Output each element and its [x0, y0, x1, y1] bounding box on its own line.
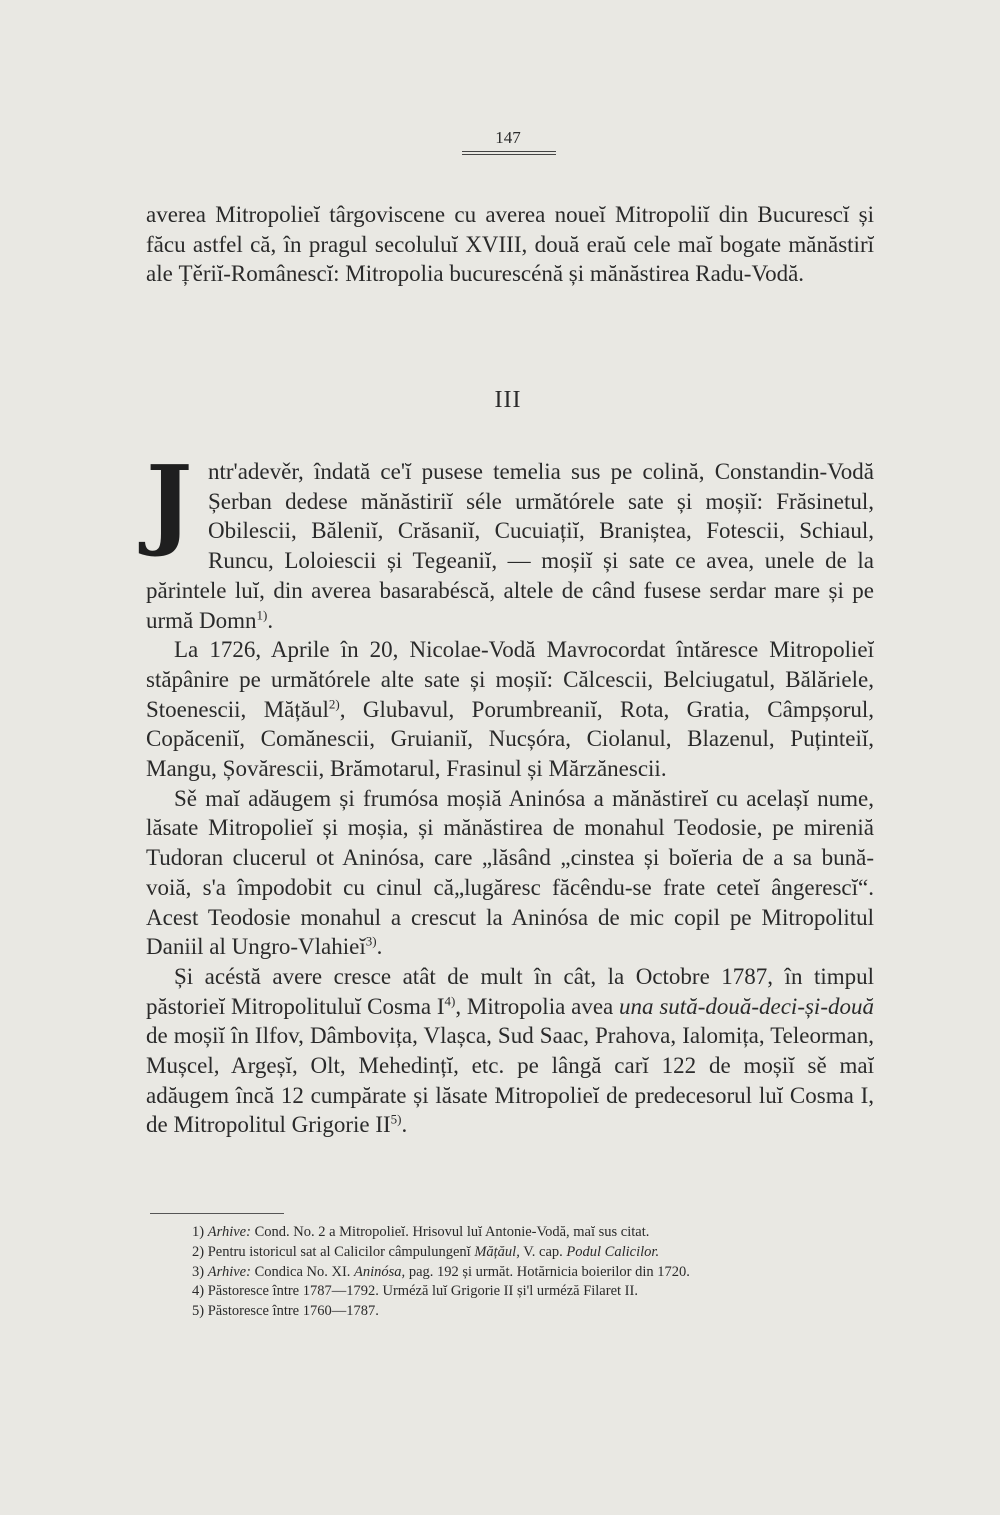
footnote-text: V. cap.	[519, 1243, 567, 1260]
footnote-text: Pentru istoricul sat al Calicilor câmpulungenĭ	[207, 1243, 475, 1260]
footnotes	[192, 1223, 892, 1322]
paragraph-4-text-c: de moșiĭ în Ilfov, Dâmbovița, Vlașca, Sud Saac, Prahova, Ialomița, Teleorman, Mușcel, Argeșĭ, Olt, Mehedințĭ, etc. pe lângă carĭ 122 de moșiĭ sě maĭ adăugem încă 12 cumpărate și lăsate Mitropolieĭ de predecesorul luĭ Cosma I, de Mitropolitul Grigorie II	[146, 1023, 874, 1138]
paragraph-4-text-b: , Mitropolia avea	[455, 993, 620, 1019]
paragraph-4-text-a: Și acéstă avere cresce atât de mult în cât, la Octobre 1787, în timpul păstorieĭ Mitropolituluĭ Cosma I	[146, 963, 874, 1019]
footnote-number: 1)	[192, 1224, 205, 1240]
intro-paragraph	[146, 200, 874, 289]
footnote-number: 3)	[192, 1263, 205, 1280]
footnote-ref-4: 4)	[444, 993, 456, 1008]
footnote-number: 4)	[192, 1283, 205, 1300]
footnote-text: pag. 192 și următ. Hotărnicia boierilor din 1720.	[405, 1263, 690, 1280]
paragraph-1-end: .	[267, 607, 274, 633]
footnote-italic: Mățăul,	[474, 1243, 520, 1260]
footnote-text: Păstoresce între 1760—1787.	[207, 1303, 379, 1320]
drop-cap: J	[146, 445, 193, 560]
paragraph-3	[146, 784, 874, 962]
paragraph-4	[146, 962, 874, 1140]
intro-text: averea Mitropolieĭ târgoviscene cu averea noueĭ Mitropoliĭ din Bucurescĭ și făcu astfel că, în pragul secoluluĭ XVIII, două eraŭ cele maĭ bogate mănăstirĭ ale Țěriĭ-Românescĭ: Mitropolia bucurescénă și mănăstirea Radu-Vodă.	[146, 202, 874, 287]
footnote-text: Cond. No. 2 a Mitropolieĭ. Hrisovul luĭ Antonie-Vodă, maĭ sus citat.	[250, 1224, 650, 1240]
footnote-number: 2)	[192, 1243, 205, 1260]
footnote	[192, 1243, 892, 1263]
paragraph-2-text-b: , Glubavul, Porumbreaniĭ, Rota, Gratia, Câmpșorul, Copăceniĭ, Comănescii, Gruianiĭ, Nucșóra, Ciolanul, Blazenul, Puținteiĭ, Mangu, Șovărescii, Brămotarul, Frasinul și Mărzănescii.	[146, 696, 874, 782]
page-number: 147	[495, 128, 521, 147]
footnote-ref-5: 5)	[390, 1111, 402, 1127]
paragraph-2	[146, 635, 874, 784]
footnote-italic: Podul Calicilor.	[566, 1243, 660, 1260]
section-numeral: III	[494, 387, 522, 413]
paragraph-3-end: .	[376, 934, 383, 960]
page-number-rule-bottom	[462, 154, 556, 155]
footnote-italic: Aninósa,	[354, 1263, 406, 1280]
paragraph-1-text: ntr'adevěr, îndată ce'ĭ pusese temelia sus pe colină, Constandin-Vodă Șerban dedese mănăstiriĭ séle următórele sate și moșiĭ: Frăsinetul, Obilescii, Băleniĭ, Crăsaniĭ, Cucuiațiĭ, Braniștea, Fotescii, Schiaul, Runcu, Loloiescii și Tegeaniĭ, — moșiĭ și sate ce avea, unele de la părintele luĭ, din averea basarabéscă, altele de când fusese serdar mare și pe urmă Domn	[146, 459, 874, 633]
footnote	[192, 1223, 892, 1243]
paragraph-3-text: Sě maĭ adăugem și frumósa moșiă Aninósa a mănăstireĭ cu acelașĭ nume, lăsate Mitropolieĭ și moșia, și mănăstirea de monahul Teodosie, pe mireniă Tudoran clucerul ot Aninósa, care „lăsând „cinstea și boĭeria de a sa bună-voiă, s'a împodobit cu cinul că„lugăresc făcêndu-se frate ceteĭ ângerescĭ“. Acest Teodosie monahul a crescut la Aninósa de mic copil pe Mitropolitul Daniil al Ungro-Vlahieĭ	[146, 785, 874, 960]
footnote-ref-3: 3)	[365, 933, 377, 949]
footnote-text: Condica No. XI.	[250, 1263, 355, 1280]
paragraph-1	[146, 445, 874, 635]
footnote	[192, 1302, 892, 1322]
paragraph-4-end: .	[401, 1112, 408, 1138]
footnote-ref-2: 2)	[328, 695, 340, 711]
page-number-rule-top	[462, 151, 556, 152]
footnote-ref-1: 1)	[256, 606, 268, 622]
paragraph-2-text-a: La 1726, Aprile în 20, Nicolae-Vodă Mavrocordat întăresce Mitropolieĭ stăpânire pe următórele alte sate și moșiĭ: Călcescii, Belciugatul, Bălăriele, Stoenescii, Mățăul	[146, 637, 874, 722]
footnote	[192, 1282, 892, 1302]
paragraph-4-italic: una sută-două-deci-și-două	[619, 993, 874, 1019]
footnote-italic: Arhive:	[207, 1224, 251, 1240]
footnote-separator	[150, 1213, 284, 1214]
footnote	[192, 1263, 892, 1283]
section-body	[146, 445, 874, 1140]
footnote-italic: Arhive:	[207, 1263, 251, 1280]
footnote-text: Păstoresce între 1787—1792. Urméză luĭ Grigorie II și'l urméză Filaret II.	[207, 1283, 638, 1300]
footnote-number: 5)	[192, 1303, 205, 1320]
